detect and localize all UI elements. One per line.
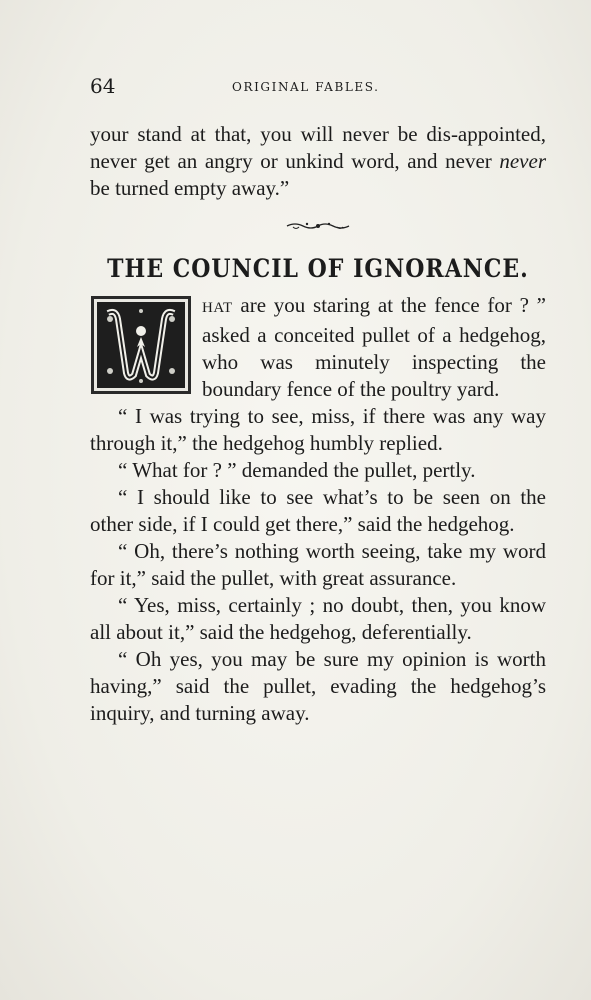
running-title: ORIGINAL FABLES.: [232, 80, 380, 94]
dialogue-paragraph: “ Oh yes, you may be sure my opinion is worth having,” said the pullet, evading the hedgehog’s inquiry, and turning away.: [90, 647, 546, 725]
dialogue-paragraph: “ Oh, there’s nothing worth seeing, take my word for it,” said the pullet, with great assurance.: [90, 539, 546, 590]
story-title: THE COUNCIL OF IGNORANCE.: [107, 254, 529, 284]
illuminated-w-drop-cap-icon: [90, 295, 192, 395]
flourish-svg: [285, 221, 351, 231]
text-block: [90, 121, 546, 727]
decorative-flourish-icon: [90, 216, 546, 236]
continuation-paragraph: [90, 121, 546, 202]
dialogue-paragraph: “ I was trying to see, miss, if there was any way through it,” the hedgehog humbly replied.: [90, 404, 546, 455]
continuation-text-after: be turned empty away.”: [90, 176, 290, 200]
dialogue-paragraph: “ What for ? ” demanded the pullet, pertly.: [118, 458, 476, 482]
running-head: [90, 74, 546, 100]
page-number: 64: [90, 74, 116, 98]
dialogue-paragraph: “ Yes, miss, certainly ; no doubt, then, you know all about it,” said the hedgehog, deferentially.: [90, 593, 546, 644]
opening-text: are you staring at the fence for ? ” asked a conceited pullet of a hedgehog, who was minutely inspecting the boundary fence of the poultry yard.: [202, 293, 546, 401]
opening-smallcaps: HAT: [202, 300, 233, 316]
continuation-text-before: your stand at that, you will never be dis-appointed, never get an angry or unkind word, and never: [90, 122, 546, 173]
italic-word: never: [499, 149, 546, 173]
opening-paragraph: [90, 292, 546, 403]
dialogue-paragraph: “ I should like to see what’s to be seen on the other side, if I could get there,” said the hedgehog.: [90, 485, 546, 536]
